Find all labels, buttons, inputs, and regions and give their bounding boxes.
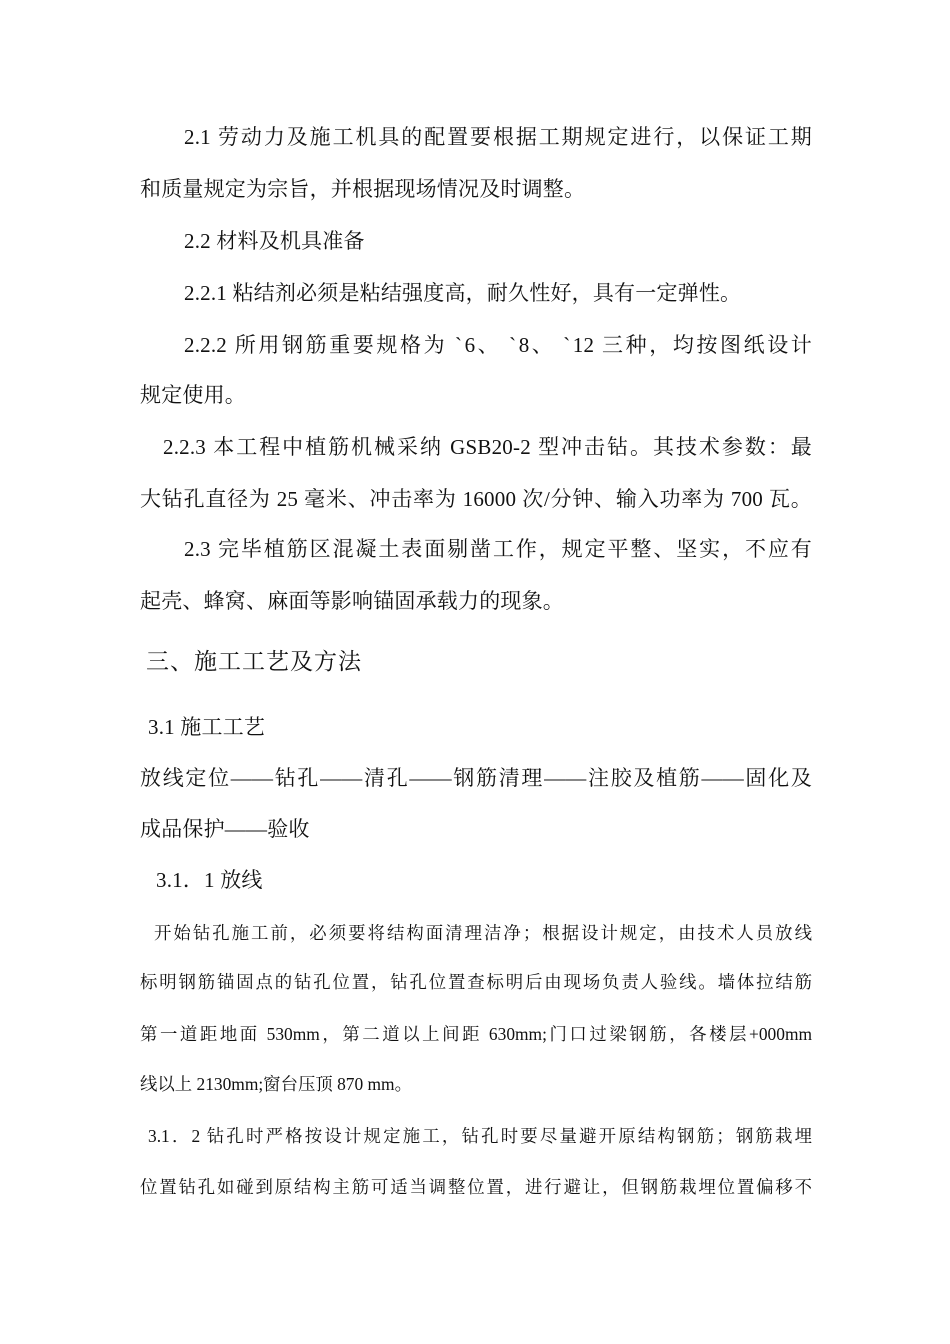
paragraph-line: 2.2.3 本工程中植筋机械采纳 GSB20-2 型冲击钻。其技术参数：最 <box>163 435 812 459</box>
paragraph-line: 3.1．2 钻孔时严格按设计规定施工，钻孔时要尽量避开原结构钢筋；钢筋栽埋 <box>148 1126 812 1146</box>
paragraph-line: 成品保护——验收 <box>140 817 310 841</box>
paragraph-line: 大钻孔直径为 25 毫米、冲击率为 16000 次/分钟、输入功率为 700 瓦。 <box>140 487 812 511</box>
paragraph-line: 第一道距地面 530mm，第二道以上间距 630mm;门口过梁钢筋，各楼层+000mm <box>140 1024 812 1044</box>
paragraph-line: 标明钢筋锚固点的钻孔位置，钻孔位置查标明后由现场负责人验线。墙体拉结筋 <box>140 972 812 992</box>
paragraph-line: 放线定位——钻孔——清孔——钢筋清理——注胶及植筋——固化及 <box>140 766 812 790</box>
section-subheading: 3.1 施工工艺 <box>148 715 266 739</box>
paragraph-line: 起壳、蜂窝、麻面等影响锚固承载力的现象。 <box>140 589 564 613</box>
section-subheading: 3.1．1 放线 <box>156 868 263 892</box>
paragraph-line: 2.2.1 粘结剂必须是粘结强度高，耐久性好，具有一定弹性。 <box>184 281 742 305</box>
paragraph-line: 2.1 劳动力及施工机具的配置要根据工期规定进行，以保证工期 <box>184 125 812 149</box>
paragraph-line: 2.3 完毕植筋区混凝土表面剔凿工作，规定平整、坚实，不应有 <box>184 537 812 561</box>
paragraph-line: 规定使用。 <box>140 383 246 407</box>
paragraph-line: 位置钻孔如碰到原结构主筋可适当调整位置，进行避让，但钢筋栽埋位置偏移不 <box>140 1177 812 1197</box>
paragraph-line: 2.2.2 所用钢筋重要规格为 ˋ6、 ˋ8、 ˋ12 三种，均按图纸设计 <box>184 333 812 357</box>
section-subheading: 2.2 材料及机具准备 <box>184 229 365 253</box>
section-heading: 三、施工工艺及方法 <box>146 649 362 674</box>
paragraph-line: 线以上 2130mm;窗台压顶 870 mm。 <box>140 1074 412 1094</box>
paragraph-line: 开始钻孔施工前，必须要将结构面清理洁净；根据设计规定，由技术人员放线 <box>154 923 812 943</box>
paragraph-line: 和质量规定为宗旨，并根据现场情况及时调整。 <box>140 177 586 201</box>
